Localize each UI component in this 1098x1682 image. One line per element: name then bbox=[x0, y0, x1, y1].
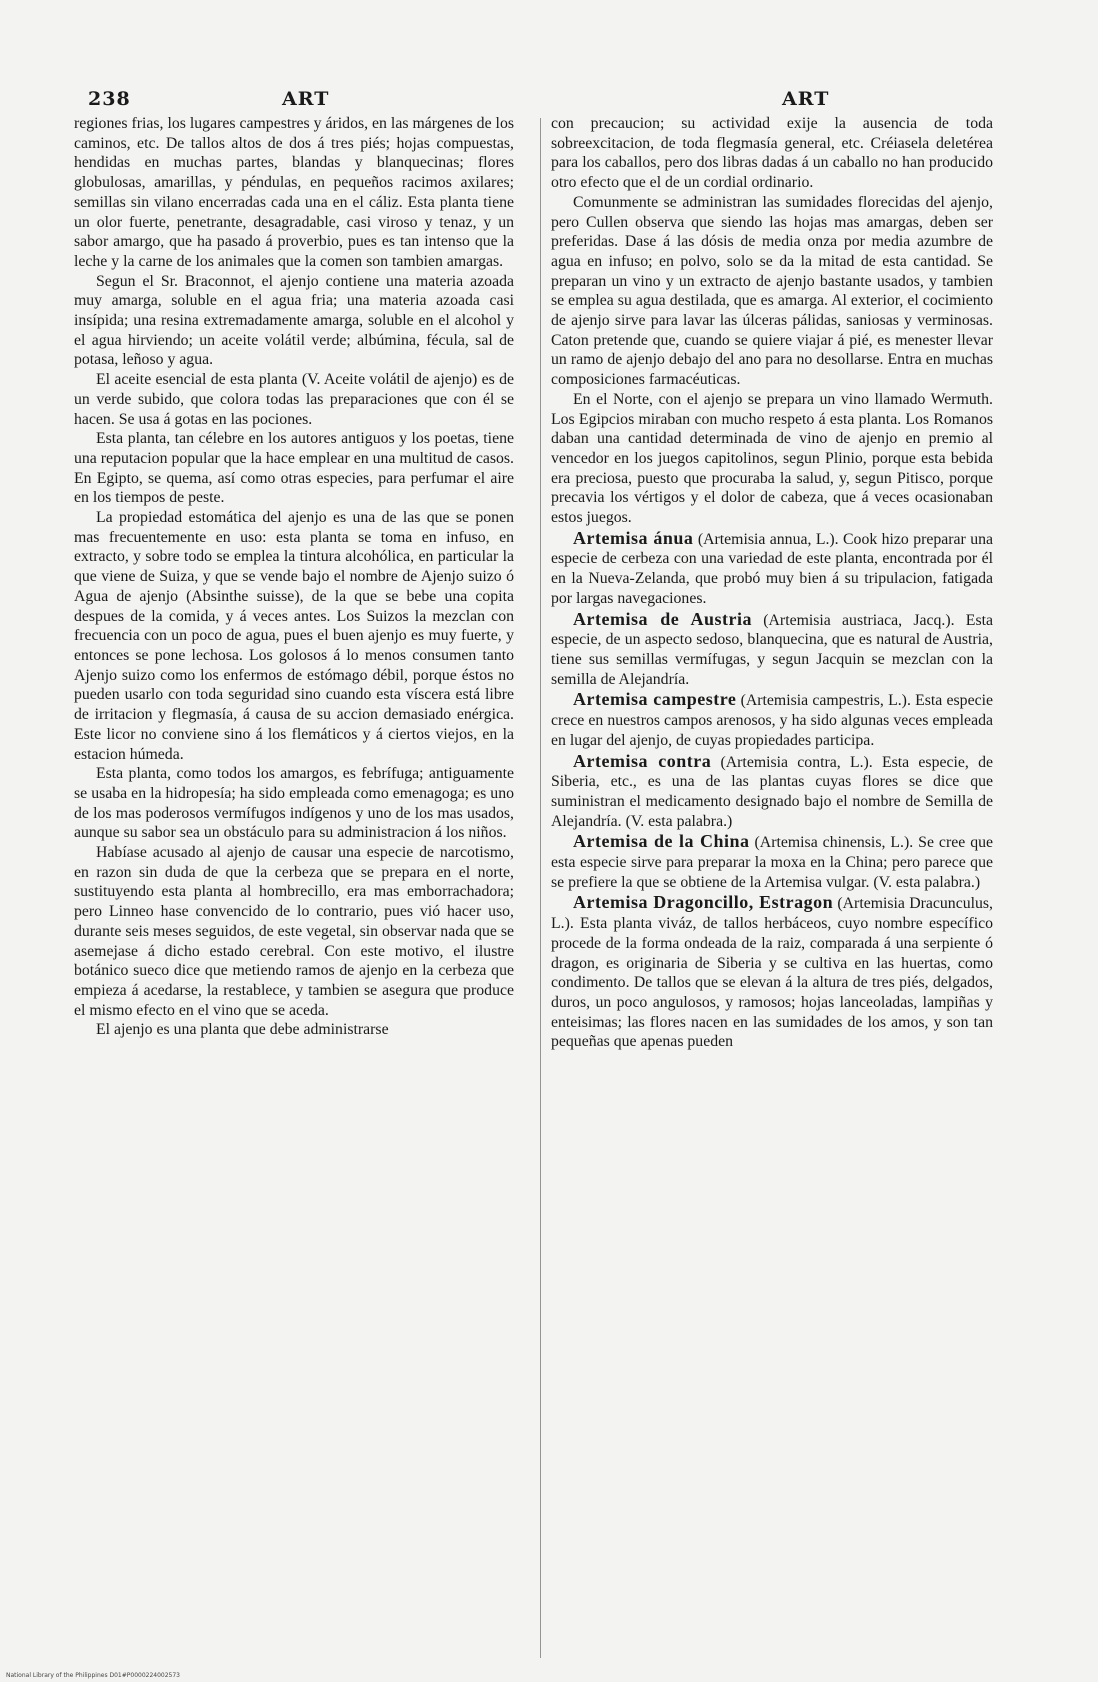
right-column bbox=[551, 114, 993, 1052]
entry-text: (Artemisia annua, L.). Cook hizo preparar una especie de cerbeza con una variedad de este planta, encontrada por él en la Nueva-Zelanda, que probó muy bien á su tripulacion, fatigada por largas navegaciones. bbox=[551, 530, 994, 607]
paragraph: Segun el Sr. Braconnot, el ajenjo contiene una materia azoada muy amarga, soluble en el agua fria; una materia azoada casi insípida; una resina extremadamente amarga, soluble en el alcohol y el agua hirviendo; un aceite volátil verde; albúmina, fécula, sal de potasa, leñoso y agua. bbox=[74, 272, 514, 369]
paragraph: regiones frias, los lugares campestres y áridos, en las márgenes de los caminos, etc. De tallos altos de dos á tres piés; hojas compuestas, hendidas en muchas partes, blandas y blanquecinas; flores globulosas, amarillas, y péndulas, en pequeños racimos axilares; semillas sin vilano encerradas cada una en el cáliz. Esta planta tiene un olor fuerte, penetrante, desagradable, casi viroso y tenaz, y un sabor amargo, que ha pasado á proverbio, pues es tan intenso que la leche y la carne de los animales que la comen son tambien amargas. bbox=[74, 115, 514, 270]
right-running-head: ART bbox=[782, 88, 830, 110]
paragraph: con precaucion; su actividad exije la ausencia de toda sobreexcitacion, de toda flegmasía general, etc. Créiasela deletérea para los caballos, pero dos libras dadas á un caballo no han producido otro efecto que el de un cordial ordinario. bbox=[551, 115, 993, 192]
paragraph: Habíase acusado al ajenjo de causar una especie de narcotismo, en razon sin duda de que la cerbeza que se prepara en el norte, sustituyendo esta planta al hombrecillo, era mas emborrachadora; pero Linneo hase convencido de lo contrario, pues vió hacer uso, durante seis meses seguidos, de este vegetal, sin observar nada que se asemejase á dicho estado cerebral. Con este motivo, el ilustre botánico sueco dice que metiendo ramos de ajenjo en la cerbeza que empieza á acedarse, la restablece, y tambien se asegura que produce el mismo efecto en el vino que se aceda. bbox=[74, 844, 514, 1019]
dictionary-entry bbox=[551, 529, 993, 609]
paragraph: El ajenjo es una planta que debe administrarse bbox=[96, 1021, 389, 1039]
page-number: 238 bbox=[88, 88, 131, 110]
paragraph: Esta planta, tan célebre en los autores antiguos y los poetas, tiene una reputacion popular que la hace emplear en una multitud de casos. En Egipto, se quema, así como otras especies, para perfumar el aire en los tiempos de peste. bbox=[74, 430, 514, 507]
entry-text: (Artemisa chinensis, L.). Se cree que esta especie sirve para preparar la moxa en la China; pero parece que se prefiere la que se obtiene de la Artemisa vulgar. (V. esta palabra.) bbox=[551, 834, 994, 891]
paragraph: En el Norte, con el ajenjo se prepara un vino llamado Wermuth. Los Egipcios miraban con mucho respeto á esta planta. Los Romanos daban una cantidad determinada de vino de ajenjo en premio al vencedor en los juegos capitolinos, segun Plinio, porque esta bebida era preciosa, puesto que procuraba la salud, y, segun Pitisco, porque precavia los vértigos y el dolor de cabeza, que á veces ocasionaban estos juegos. bbox=[551, 390, 993, 527]
entry-text: (Artemisia campestris, L.). Esta especie crece en nuestros campos arenosos, y ha sido algunas veces empleada en lugar del ajenjo, de cuyas propiedades participa. bbox=[551, 692, 993, 749]
column-divider bbox=[540, 118, 541, 1658]
entry-headword: Artemisa ánua bbox=[573, 527, 694, 548]
dictionary-entry bbox=[551, 893, 993, 1052]
paragraph: La propiedad estomática del ajenjo es una de las que se ponen mas frecuentemente en uso: esta planta se toma en infuso, en extracto, y sobre todo se emplea la tintura alcohólica, en particular la que viene de Suiza, y que se vende bajo el nombre de Ajenjo suizo ó Agua de ajenjo (Absinthe suisse), de la que se bebe una copita despues de la comida, y á veces antes. Los Suizos la mezclan con frecuencia con un poco de agua, pues el buen ajenjo es muy fuerte, y entonces se pone lechosa. Los golosos á lo menos consumen tanto Ajenjo suizo como los enfermos de estómago débil, porque éstos no pueden usarlo con toda seguridad sino cuando esta víscera está libre de irritacion y flegmasía, á causa de su accion demasiado enérgica. Este licor no conviene sino á los flemáticos y á ciertos viejos, en la estacion húmeda. bbox=[74, 509, 514, 763]
entry-text: (Artemisia contra, L.). Esta especie, de Siberia, etc., es una de las plantas cuyas flores se dice que suministran el medicamento designado bajo el nombre de Semilla de Alejandría. (V. esta palabra.) bbox=[551, 753, 993, 830]
left-column bbox=[74, 114, 514, 1040]
dictionary-entry bbox=[551, 610, 993, 690]
entry-headword: Artemisa Dragoncillo, Estragon bbox=[573, 892, 834, 913]
page-header bbox=[0, 88, 1098, 116]
entry-headword: Artemisa de la China bbox=[573, 831, 750, 852]
paragraph: El aceite esencial de esta planta (V. Aceite volátil de ajenjo) es de un verde subido, que colora todas las preparaciones que con él se hacen. Se usa á gotas en las pociones. bbox=[74, 371, 514, 428]
left-running-head: ART bbox=[282, 88, 330, 110]
library-footer: National Library of the Philippines D01#P0000224002573 bbox=[6, 1672, 180, 1679]
dictionary-entry bbox=[551, 752, 993, 832]
entry-headword: Artemisa de Austria bbox=[573, 608, 753, 629]
paragraph: Comunmente se administran las sumidades florecidas del ajenjo, pero Cullen observa que siendo las hojas mas amargas, deben ser preferidas. Dase á las dósis de media onza por media azumbre de agua en infuso; en polvo, solo se da la mitad de esta cantidad. Se preparan un vino y un extracto de ajenjo bastante usados, y tambien se emplea su agua destilada, que es amarga. Al exterior, el cocimiento de ajenjo sirve para lavar las úlceras pálidas, saniosas y verminosas. Caton pretende que, cuando se quiere viajar á pié, es menester llevar un ramo de ajenjo debajo del ano para no desollarse. Entra en muchas composiciones farmacéuticas. bbox=[551, 193, 993, 389]
entry-headword: Artemisa contra bbox=[573, 750, 712, 771]
entry-text: (Artemisia austriaca, Jacq.). Esta especie, de un aspecto sedoso, blanquecina, que es natural de Austria, tiene sus semillas vermífugas, y segun Jacquin se mezclan con la semilla de Alejandría. bbox=[551, 611, 993, 688]
entry-text: (Artemisia Dracunculus, L.). Esta planta viváz, de tallos herbáceos, cuyo nombre específico procede de la forma ondeada de la raiz, comparada á una serpiente ó dragon, es originaria de Siberia y se cultiva en las huertas, como condimento. De tallos que se elevan á la altura de tres piés, delgados, duros, un poco angulosos, y ramosos; hojas lanceoladas, lampiñas y enteisimas; las flores nacen en las sumidades de los amos, y son tan pequeñas que apenas pueden bbox=[551, 895, 993, 1051]
paragraph: Esta planta, como todos los amargos, es febrífuga; antiguamente se usaba en la hidropesía; ha sido empleada como emenagoga; es uno de los mas poderosos vermífugos indígenos y uno de los mas usados, aunque su sabor sea un obstáculo para su administracion á los niños. bbox=[74, 765, 514, 842]
entry-headword: Artemisa campestre bbox=[573, 689, 737, 710]
dictionary-entry bbox=[551, 832, 993, 892]
dictionary-entry bbox=[551, 690, 993, 750]
